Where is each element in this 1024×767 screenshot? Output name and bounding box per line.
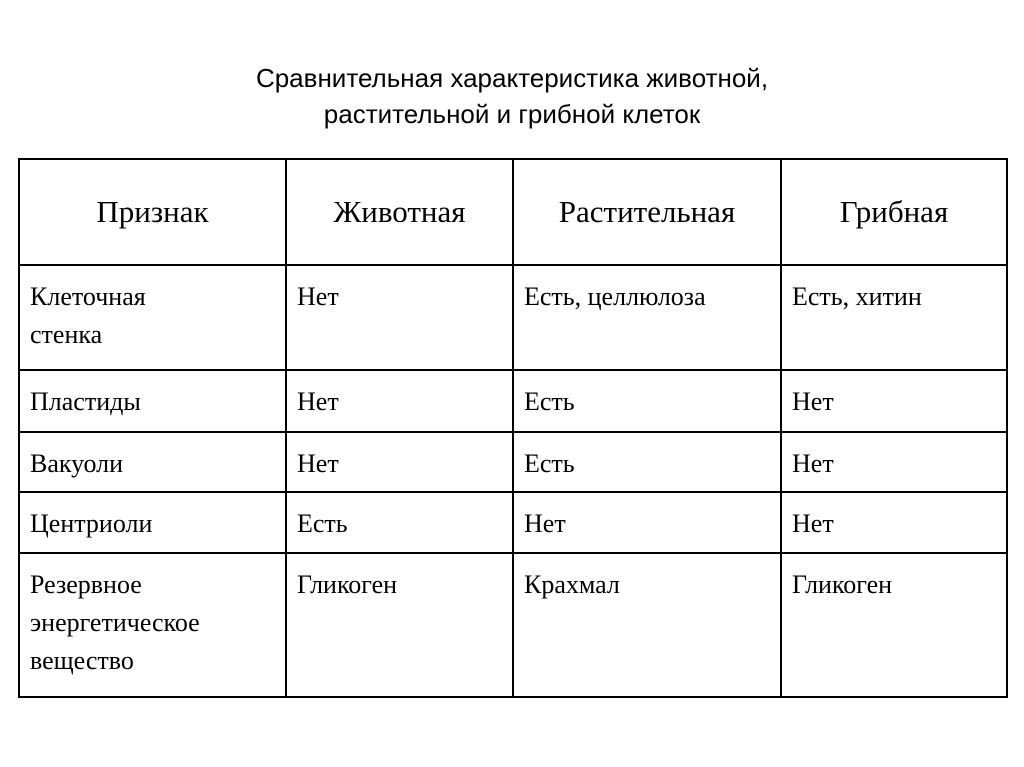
table-cell: Нет (513, 492, 781, 553)
table-cell: Нет (781, 432, 1007, 492)
header-fungal: Грибная (781, 159, 1007, 265)
header-plant: Растительная (513, 159, 781, 265)
table-row (19, 553, 1007, 697)
table-header-row (19, 159, 1007, 265)
table-cell: Нет (286, 265, 513, 370)
table-cell: Вакуоли (19, 432, 286, 492)
slide-title (0, 60, 1024, 132)
table-cell: Нет (286, 370, 513, 432)
table-cell: Крахмал (513, 553, 781, 697)
table-cell: Есть (513, 370, 781, 432)
table-row (19, 265, 1007, 370)
table-cell: Резервное энергетическое вещество (19, 553, 286, 697)
table-cell: Есть (286, 492, 513, 553)
table-cell: Клеточная стенка (19, 265, 286, 370)
table-cell: Есть (513, 432, 781, 492)
table-cell: Есть, хитин (781, 265, 1007, 370)
table-cell: Гликоген (286, 553, 513, 697)
table-row (19, 492, 1007, 553)
header-animal: Животная (286, 159, 513, 265)
table-cell: Центриоли (19, 492, 286, 553)
table-cell: Нет (781, 492, 1007, 553)
table-cell: Нет (781, 370, 1007, 432)
table-cell: Гликоген (781, 553, 1007, 697)
table-cell: Нет (286, 432, 513, 492)
table-row (19, 432, 1007, 492)
title-line-2: растительной и грибной клеток (323, 99, 701, 129)
table-cell: Пластиды (19, 370, 286, 432)
table-row (19, 370, 1007, 432)
header-feature: Признак (19, 159, 286, 265)
comparison-table (18, 158, 1008, 698)
title-line-1: Сравнительная характеристика животной, (255, 63, 769, 93)
table-cell: Есть, целлюлоза (513, 265, 781, 370)
